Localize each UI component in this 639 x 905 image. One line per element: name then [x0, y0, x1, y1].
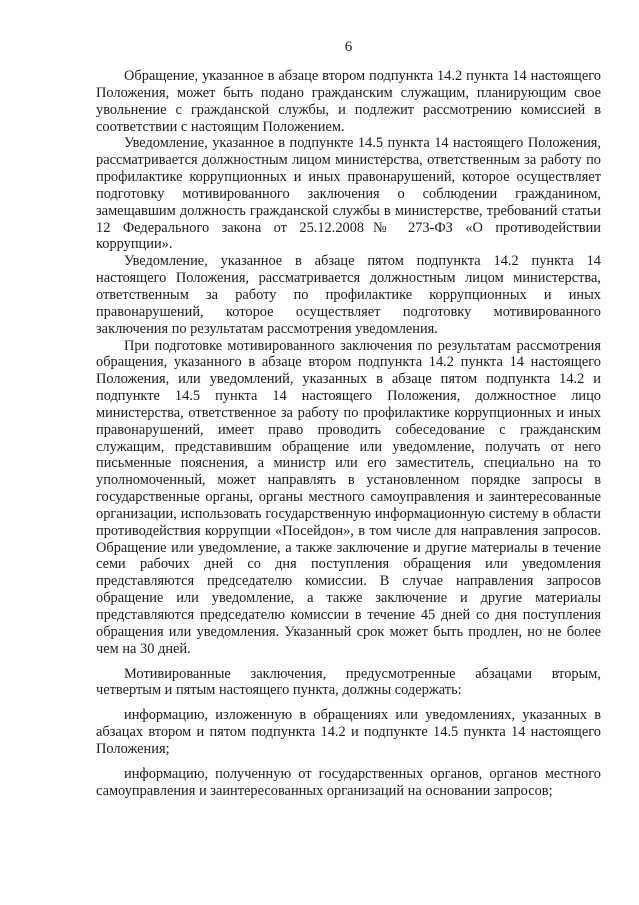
paragraph-notice-14-5: Уведомление, указанное в подпункте 14.5 пункта 14 настоящего Положения, рассматривается должностным лицом министерства, ответственным за работу по профилактике коррупционных и иных правонарушений, которое осуществляет подготовку мотивированного заключения о соблюдении гражданином, замещавшим должность гражданской службы в министерстве, требований статьи 12 Федерального закона от 25.12.2008№ 273-ФЗ «О противодействии коррупции». — [96, 135, 601, 253]
paragraph-appeal: Обращение, указанное в абзаце втором подпункта 14.2 пункта 14 настоящего Положения, может быть подано гражданским служащим, планирующим свое увольнение с гражданской службы, и подлежит рассмотрению комиссией в соответствии с настоящим Положением. — [96, 68, 601, 135]
paragraph-notice-14-2: Уведомление, указанное в абзаце пятом подпункта 14.2 пункта 14 настоящего Положения, рассматривается должностным лицом министерства, ответственным за работу по профилактике коррупционных и иных правонарушений, которое осуществляет подготовку мотивированного заключения по результатам рассмотрения уведомления. — [96, 253, 601, 337]
paragraph-info-appeals: информацию, изложенную в обращениях или уведомлениях, указанных в абзацах втором и пятом подпункта 14.2 и подпункте 14.5 пункта 14 настоящего Положения; — [96, 707, 601, 757]
page-number: 6 — [344, 39, 353, 55]
paragraph-info-agencies: информацию, полученную от государственных органов, органов местного самоуправления и заинтересованных организаций на основании запросов; — [96, 765, 601, 799]
paragraph-conclusions: Мотивированные заключения, предусмотренные абзацами вторым, четвертым и пятым настоящего пункта, должны содержать: — [96, 665, 601, 699]
paragraph-preparation: При подготовке мотивированного заключения по результатам рассмотрения обращения, указанного в абзаце втором подпункта 14.2 пункта 14 настоящего Положения, или уведомлений, указанных в абзаце пятом подпункта 14.2 и подпункте 14.5 пункта 14 настоящего Положения, должностное лицо министерства, ответственное за работу по профилактике коррупционных и иных правонарушений, имеет право проводить собеседование с гражданским служащим, представившим обращение или уведомление, получать от него письменные пояснения, а министр или его заместитель, специально на то уполномоченный, может направлять в установленном порядке запросы в государственные органы, органы местного самоуправления и заинтересованные организации, использовать государственную информационную систему в области противодействия коррупции «Посейдон», в том числе для направления запросов. Обращение или уведомление, а также заключение и другие материалы в течение семи рабочих дней со дня поступления обращения или уведомления представляются председателю комиссии. В случае направления запросов обращение или уведомление, а также заключение и другие материалы представляются председателю комиссии в течение 45 дней со дня поступления обращения или уведомления. Указанный срок может быть продлен, но не более чем на 30 дней. — [96, 337, 601, 657]
